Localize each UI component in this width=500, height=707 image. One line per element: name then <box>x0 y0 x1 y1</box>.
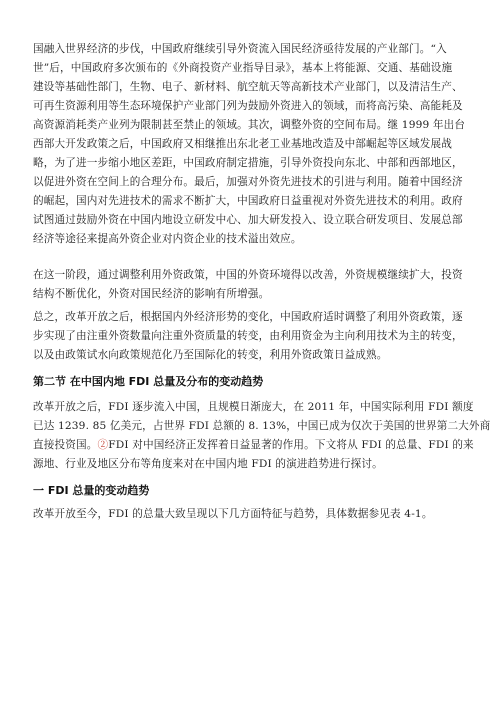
paragraph-fdi-intro <box>33 398 491 474</box>
footnote-marker[interactable]: ② <box>97 439 109 451</box>
text-line: 可再生资源利用等生态环境保护产业部门列为鼓励外资进入的领域，而将高污染、高能耗及 <box>33 100 463 112</box>
text-line: 在这一阶段，通过调整利用外资政策，中国的外资环境得以改善，外资规模继续扩大，投资 <box>33 269 463 281</box>
text-line: 总之，改革开放之后，根据国内外经济形势的变化，中国政府适时调整了利用外资政策，逐 <box>33 311 463 323</box>
text-line: 改革开放之后，FDI 逐步流入中国，且规模日渐庞大，在 2011 年，中国实际利用 FDI 额度 <box>33 401 474 413</box>
text-segment: 直接投资国。 <box>33 439 98 451</box>
text-line: 国融入世界经济的步伐，中国政府继续引导外资流入国民经济亟待发展的产业部门。“入 <box>33 43 447 55</box>
text-line: 西部大开发政策之后，中国政府又相继推出东北老工业基地改造及中部崛起等区域发展战 <box>33 138 453 150</box>
section-heading: 第二节 在中国内地 FDI 总量及分布的变动趋势 <box>33 375 264 388</box>
text-line: 的崛起，国内对先进技术的需求不断扩大，中国政府日益重视对外资先进技术的利用。政府 <box>33 195 463 207</box>
text-line <box>33 436 474 455</box>
paragraph-stage-summary <box>33 266 469 304</box>
text-line: 略，为了进一步缩小地区差距，中国政府制定措施，引导外资投向东北、中部和西部地区， <box>33 157 463 169</box>
text-line: 高资源消耗类产业列为限制甚至禁止的领域。其次，调整外资的空间布局。继 1999 年出台 <box>33 119 466 131</box>
text-line: 以及由政策试水向政策规范化乃至国际化的转变，利用外资政策日益成熟。 <box>33 349 388 361</box>
text-line: 改革开放至今，FDI 的总量大致呈现以下几方面特征与趋势，具体数据参见表 4-1。 <box>33 508 433 520</box>
text-line: 结构不断优化，外资对国民经济的影响有所增强。 <box>33 288 270 300</box>
paragraph-conclusion <box>33 308 469 365</box>
text-line: 步实现了由注重外资数量向注重外资质量的转变，由利用资金为主向利用技术为主的转变， <box>33 330 463 342</box>
paragraph-fdi-trend <box>33 505 469 524</box>
text-line: 源地、行业及地区分布等角度来对在中国内地 FDI 的演进趋势进行探讨。 <box>33 458 383 470</box>
text-line: 以促进外资在空间上的合理分布。最后，加强对外资先进技术的引进与利用。随着中国经济 <box>33 176 463 188</box>
text-line: 试图通过鼓励外资在中国内地设立研发中心、加大研发投入、设立联合研发项目、发展总部 <box>33 214 463 226</box>
paragraph-policy-adjustment <box>33 40 469 249</box>
text-line: 世”后，中国政府多次颁布的《外商投资产业指导目录》，基本上将能源、交通、基础设施 <box>33 62 453 74</box>
subsection-heading: 一 FDI 总量的变动趋势 <box>33 484 150 497</box>
text-line: 已达 1239. 85 亿美元，占世界 FDI 总额的 8. 13%，中国已成为仅次于美国的世界第二大外商 <box>33 420 491 432</box>
text-segment: FDI 对中国经济正发挥着日益显著的作用。下文将从 FDI 的总量、FDI 的来 <box>108 439 474 451</box>
text-line: 经济等途径来提高外资企业对内资企业的技术溢出效应。 <box>33 233 302 245</box>
text-line: 建设等基础性部门，生物、电子、新材料、航空航天等高新技术产业部门，以及清洁生产、 <box>33 81 463 93</box>
